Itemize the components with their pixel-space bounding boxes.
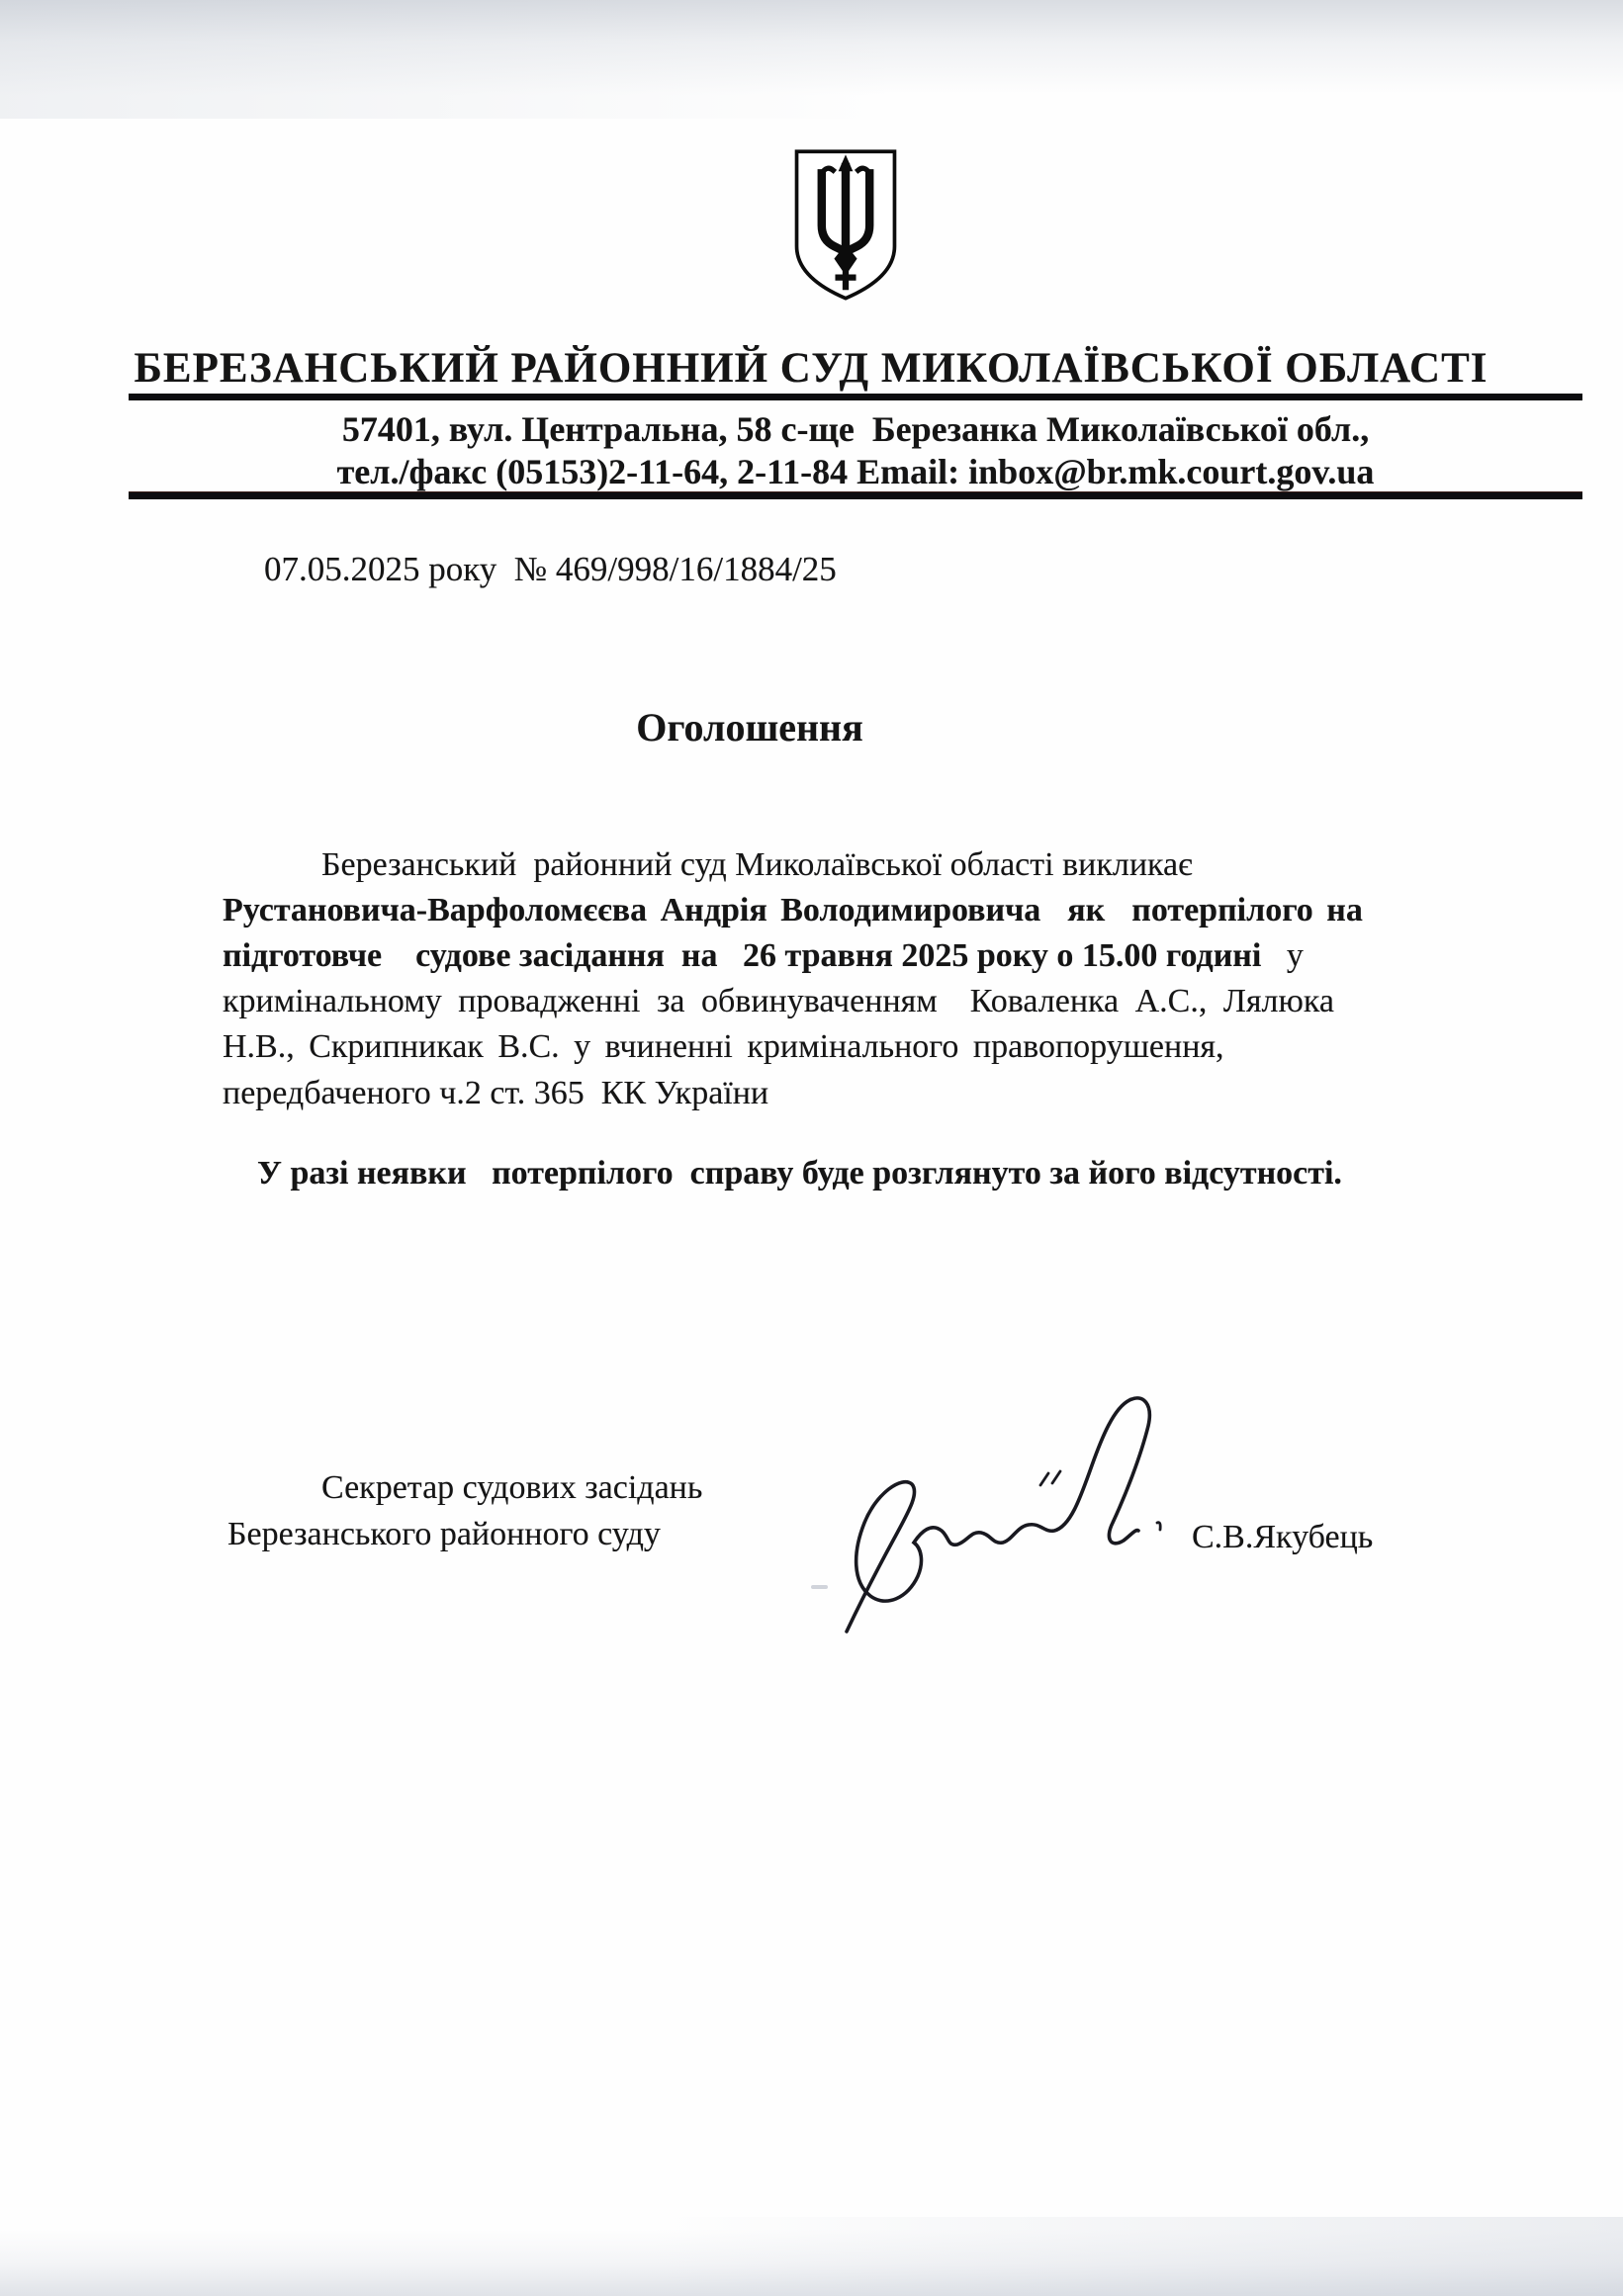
letterhead-rule-top xyxy=(129,394,1582,400)
absence-notice-line: У разі неявки потерпілого справу буде розглянуто за його відсутності. xyxy=(257,1155,1342,1192)
letterhead-rule-bottom xyxy=(129,491,1582,499)
scan-noise-top xyxy=(0,0,1623,119)
signatory-role-line-1: Секретар судових засідань xyxy=(321,1469,703,1506)
document-title: Оголошення xyxy=(636,705,863,750)
signatory-role-line-2: Березанського районного суду xyxy=(227,1516,661,1552)
hearing-date-tail-segment: у xyxy=(1261,937,1304,974)
coat-of-arms-ukraine-icon xyxy=(788,146,903,305)
scan-noise-bottom xyxy=(0,2217,1623,2296)
body-line-defendant-bold: Рустановича-Варфоломєєва Андрія Володимировича як потерпілого на xyxy=(223,892,1363,928)
court-name-heading: БЕРЕЗАНСЬКИЙ РАЙОННИЙ СУД МИКОЛАЇВСЬКОЇ ОБЛАСТІ xyxy=(134,345,1488,392)
body-line-intro: Березанський районний суд Миколаївської області викликає xyxy=(321,846,1193,883)
scan-artifact-dash xyxy=(811,1585,828,1589)
signatory-name: С.В.Якубець xyxy=(1192,1519,1374,1555)
body-line-hearing-date xyxy=(223,937,1304,975)
body-line-accused: Н.В., Скрипникак В.С. у вчиненні кримінального правопорушення, xyxy=(223,1028,1224,1065)
body-line-proceeding: кримінальному провадженні за обвинуваченням Коваленка А.С., Лялюка xyxy=(223,983,1335,1019)
handwritten-signature xyxy=(811,1382,1207,1644)
date-and-case-number: 07.05.2025 року № 469/998/16/1884/25 xyxy=(264,550,837,588)
body-line-article: передбаченого ч.2 ст. 365 КК України xyxy=(223,1075,769,1111)
court-address-line: 57401, вул. Центральна, 58 с-ще Березанка Миколаївської обл., xyxy=(341,409,1370,449)
court-contact-line: тел./факс (05153)2-11-64, 2-11-84 Email: inbox@br.mk.court.gov.ua xyxy=(336,452,1375,491)
hearing-date-bold-segment: підготовче судове засідання на 26 травня 2025 року о 15.00 годині xyxy=(223,937,1262,974)
